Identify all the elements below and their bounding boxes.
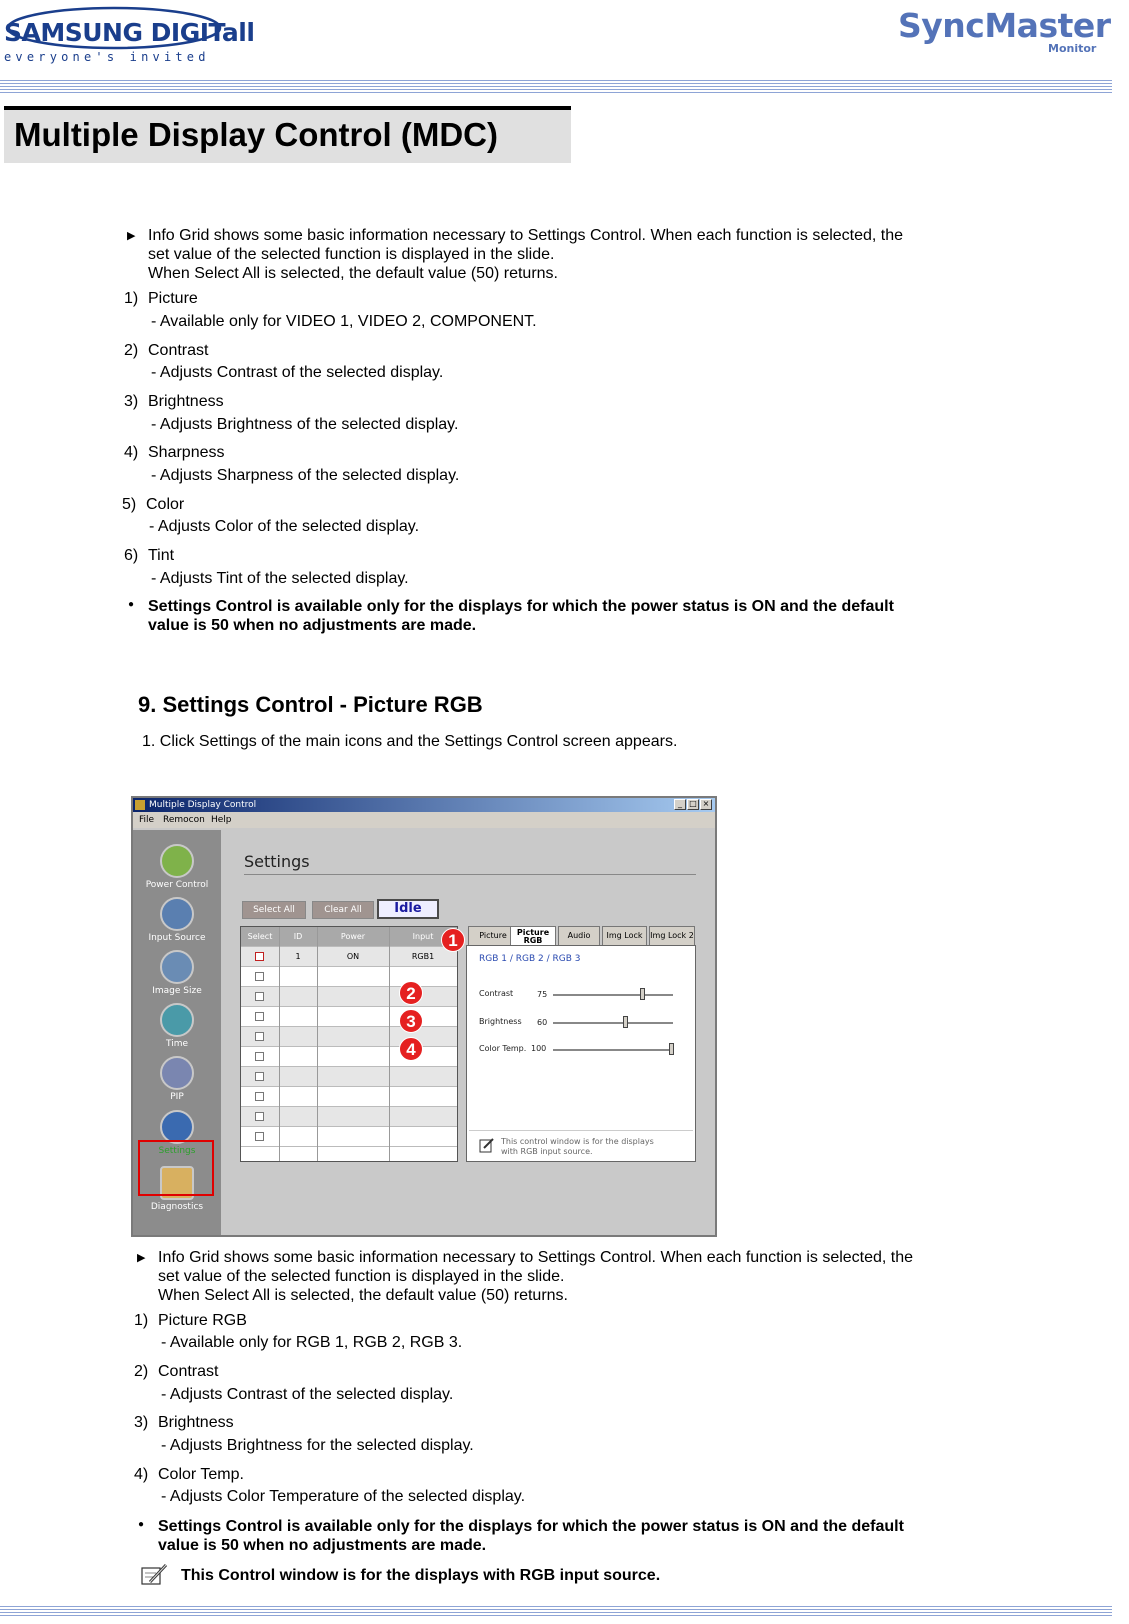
col-header: ID <box>293 932 303 941</box>
settings-highlight-box <box>138 1140 214 1196</box>
item-desc: - Available only for RGB 1, RGB 2, RGB 3. <box>161 1334 463 1351</box>
item-name: Sharpness <box>148 444 225 461</box>
item-desc: - Adjusts Sharpness of the selected display. <box>151 467 460 484</box>
sidebar-label: Image Size <box>152 986 202 996</box>
item-desc: - Adjusts Tint of the selected display. <box>151 570 409 587</box>
sidebar-item-input-source[interactable] <box>133 897 221 943</box>
table-row[interactable] <box>241 1087 457 1107</box>
table-row[interactable] <box>241 947 457 967</box>
grid-line <box>317 927 318 1161</box>
row-checkbox[interactable] <box>255 1072 264 1081</box>
col-header: Power <box>340 932 366 941</box>
table-row[interactable] <box>241 967 457 987</box>
intro-line: set value of the selected function is displayed in the slide. <box>148 246 555 263</box>
item-number: 2) <box>124 342 139 359</box>
product-sub: Monitor <box>1048 42 1097 55</box>
sidebar <box>133 830 221 1235</box>
item-desc: - Available only for VIDEO 1, VIDEO 2, COMPONENT. <box>151 313 537 330</box>
item-number: 1) <box>124 290 139 307</box>
col-header: Select <box>247 932 273 941</box>
table-row[interactable] <box>241 1047 457 1067</box>
item-desc: - Adjusts Contrast of the selected display. <box>151 364 444 381</box>
sidebar-item-pip[interactable] <box>133 1056 221 1102</box>
cell-input: RGB1 <box>411 952 435 961</box>
grid-line <box>389 927 390 1161</box>
grid-header-row <box>241 927 457 947</box>
table-row[interactable] <box>241 1107 457 1127</box>
callout-badge-1: 1 <box>441 928 465 952</box>
item-number: 1) <box>134 1312 149 1329</box>
settings-title: Settings <box>244 852 310 871</box>
row-checkbox[interactable] <box>255 1132 264 1141</box>
window-title: Multiple Display Control <box>149 800 257 810</box>
item-desc: - Adjusts Contrast of the selected display. <box>161 1386 454 1403</box>
contrast-slider[interactable] <box>553 994 673 996</box>
bullet-dot-icon: ● <box>128 599 135 610</box>
item-name: Contrast <box>158 1363 219 1380</box>
clear-all-button[interactable]: Clear All <box>312 901 374 919</box>
brightness-slider-thumb[interactable] <box>623 1016 628 1028</box>
menu-remocon[interactable]: Remocon <box>163 815 205 825</box>
intro-line: Info Grid shows some basic information necessary to Settings Control. When each function is selected, the <box>158 1249 914 1266</box>
rgb-source-tabs[interactable]: RGB 1 / RGB 2 / RGB 3 <box>479 954 581 964</box>
sidebar-label: Input Source <box>148 933 206 943</box>
grid-line <box>279 927 280 1161</box>
brand-name: SAMSUNG DIGITall <box>4 18 255 47</box>
item-number: 5) <box>122 496 137 513</box>
panel-note-line: This control window is for the displays <box>501 1137 654 1146</box>
arrow-bullet-icon: ▶ <box>127 230 136 242</box>
tab-img-lock-2[interactable]: Img Lock 2 <box>649 926 695 946</box>
row-checkbox[interactable] <box>255 1092 264 1101</box>
menu-file[interactable]: File <box>139 815 155 825</box>
row-checkbox[interactable] <box>255 992 264 1001</box>
brightness-slider[interactable] <box>553 1022 673 1024</box>
settings-icon <box>160 1110 194 1144</box>
item-number: 3) <box>124 393 139 410</box>
input-source-icon <box>160 897 194 931</box>
item-name: Color <box>146 496 185 513</box>
item-name: Brightness <box>158 1414 234 1431</box>
rgb-note: This Control window is for the displays with RGB input source. <box>181 1567 661 1584</box>
item-desc: - Adjusts Brightness of the selected display. <box>151 416 459 433</box>
sidebar-label: Diagnostics <box>150 1202 204 1212</box>
maximize-icon[interactable]: □ <box>687 799 699 810</box>
settings-pane <box>224 830 712 1235</box>
brand-tagline: everyone's invited <box>4 50 210 64</box>
row-checkbox[interactable] <box>255 1112 264 1121</box>
window-titlebar <box>133 798 715 812</box>
note-pad-icon <box>479 1137 495 1153</box>
sidebar-item-power-control[interactable] <box>133 844 221 890</box>
note-line: Settings Control is available only for the displays for which the power status is ON and the default <box>148 598 894 615</box>
table-row[interactable] <box>241 1027 457 1047</box>
tab-picture-rgb[interactable]: Picture RGB <box>510 926 556 946</box>
tab-audio[interactable]: Audio <box>558 926 600 946</box>
item-desc: - Adjusts Brightness for the selected display. <box>161 1437 474 1454</box>
table-row[interactable] <box>241 987 457 1007</box>
app-icon <box>135 800 145 810</box>
color-temp-slider-thumb[interactable] <box>669 1043 674 1055</box>
sidebar-label: Power Control <box>145 880 209 890</box>
picture-rgb-panel <box>466 945 696 1162</box>
note-line: value is 50 when no adjustments are made. <box>148 617 477 634</box>
product-name: SyncMaster <box>898 6 1111 45</box>
sidebar-label: PIP <box>170 1092 184 1102</box>
item-name: Tint <box>148 547 175 564</box>
status-indicator: Idle <box>377 899 439 919</box>
note-line: value is 50 when no adjustments are made. <box>158 1537 487 1554</box>
step-text: 1. Click Settings of the main icons and the Settings Control screen appears. <box>142 733 678 750</box>
cell-id: 1 <box>295 952 301 961</box>
item-number: 4) <box>134 1466 149 1483</box>
power-icon <box>160 844 194 878</box>
header-divider <box>0 80 1112 94</box>
select-all-button[interactable]: Select All <box>242 901 306 919</box>
row-checkbox[interactable] <box>255 1012 264 1021</box>
item-number: 4) <box>124 444 139 461</box>
close-icon[interactable]: × <box>700 799 712 810</box>
item-name: Picture RGB <box>158 1312 247 1329</box>
row-checkbox-checked[interactable] <box>255 952 264 961</box>
slider-value: 75 <box>537 990 548 999</box>
item-number: 3) <box>134 1414 149 1431</box>
panel-note <box>469 1130 693 1158</box>
slider-value: 100 <box>531 1044 547 1053</box>
callout-badge-4: 4 <box>399 1037 423 1061</box>
sidebar-item-time[interactable] <box>133 1003 221 1049</box>
intro-line: Info Grid shows some basic information necessary to Settings Control. When each function is selected, the <box>148 227 904 244</box>
sidebar-item-image-size[interactable] <box>133 950 221 996</box>
tab-picture[interactable]: Picture <box>468 926 518 946</box>
table-row[interactable] <box>241 1067 457 1087</box>
memo-pencil-icon <box>140 1562 170 1588</box>
cell-power: ON <box>346 952 360 961</box>
item-desc: - Adjusts Color Temperature of the selected display. <box>161 1488 526 1505</box>
bullet-dot-icon: ● <box>138 1519 145 1530</box>
tab-img-lock-1[interactable]: Img Lock <box>602 926 647 946</box>
section-heading: 9. Settings Control - Picture RGB <box>138 692 483 717</box>
menu-help[interactable]: Help <box>211 815 232 825</box>
item-name: Contrast <box>148 342 209 359</box>
callout-badge-2: 2 <box>399 981 423 1005</box>
info-grid <box>240 926 458 1162</box>
callout-badge-3: 3 <box>399 1009 423 1033</box>
intro-line: When Select All is selected, the default value (50) returns. <box>158 1287 568 1304</box>
sidebar-label: Settings <box>158 1146 196 1156</box>
item-number: 6) <box>124 547 139 564</box>
row-checkbox[interactable] <box>255 1032 264 1041</box>
table-row[interactable] <box>241 1007 457 1027</box>
row-checkbox[interactable] <box>255 972 264 981</box>
item-name: Brightness <box>148 393 224 410</box>
page-title: Multiple Display Control (MDC) <box>14 116 498 153</box>
image-size-icon <box>160 950 194 984</box>
table-row[interactable] <box>241 1127 457 1147</box>
slider-label: Brightness <box>479 1017 522 1026</box>
divider <box>244 874 696 875</box>
item-name: Picture <box>148 290 198 307</box>
clock-icon <box>160 1003 194 1037</box>
col-header: Input <box>412 932 434 941</box>
mdc-screenshot <box>131 796 717 1237</box>
item-desc: - Adjusts Color of the selected display. <box>149 518 420 535</box>
intro-line: set value of the selected function is displayed in the slide. <box>158 1268 565 1285</box>
slider-value: 60 <box>537 1018 548 1027</box>
footer-divider <box>0 1606 1112 1618</box>
color-temp-slider[interactable] <box>553 1049 673 1051</box>
panel-note-line: with RGB input source. <box>501 1147 593 1156</box>
arrow-bullet-icon: ▶ <box>137 1252 146 1264</box>
item-number: 2) <box>134 1363 149 1380</box>
intro-line: When Select All is selected, the default value (50) returns. <box>148 265 558 282</box>
minimize-icon[interactable]: _ <box>674 799 686 810</box>
contrast-slider-thumb[interactable] <box>640 988 645 1000</box>
pip-icon <box>160 1056 194 1090</box>
slider-label: Color Temp. <box>479 1044 527 1053</box>
menu-bar <box>133 812 715 828</box>
row-checkbox[interactable] <box>255 1052 264 1061</box>
note-line: Settings Control is available only for the displays for which the power status is ON and the default <box>158 1518 904 1535</box>
slider-label: Contrast <box>479 989 514 998</box>
sidebar-label: Time <box>165 1039 189 1049</box>
item-name: Color Temp. <box>158 1466 244 1483</box>
